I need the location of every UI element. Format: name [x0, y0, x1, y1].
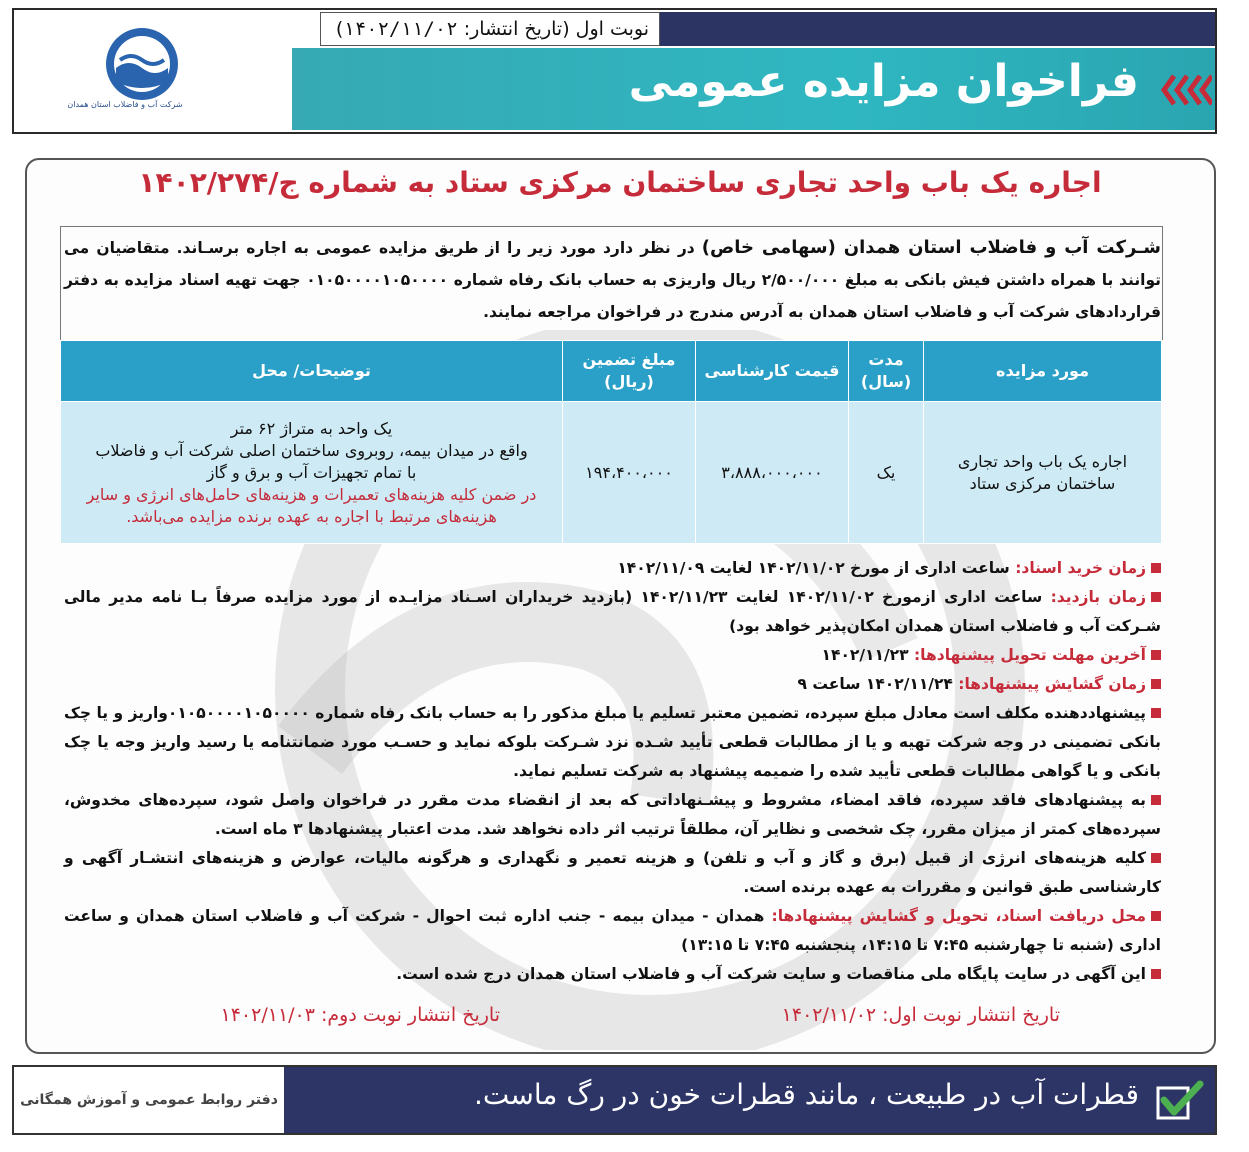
- list-item: [64, 960, 1161, 989]
- cell-price: ۳،۸۸۸،۰۰۰،۰۰۰: [696, 402, 849, 544]
- deadline-label: آخرین مهلت تحویل پیشنهادها:: [913, 646, 1146, 664]
- header-price: قیمت کارشناسی: [696, 341, 849, 402]
- guarantee-text: پیشنهاددهنده مکلف است معادل مبلغ سپرده، تضمین معتبر تسلیم یا مبلغ مذکور را به حساب بانک رفاه شماره ۰۱۰۵۰۰۰۰۱۰۵۰۰۰۰واریز و یا چک بانکی تضمینی در وجه شرکت تهیه و یا از مطالبات قطعی تأیید شـده نزد شـرکت بلوکه نماید و حسـب مورد ضمانتنامه یا رسید واریز وجه یا چک بانکی و یا گواهی مطالبات قطعی تأیید شده را ضمیمه پیشنهاد به شرکت تسلیم نماید.: [64, 704, 1161, 780]
- deadline-text: ۱۴۰۲/۱۱/۲۳: [821, 646, 914, 664]
- list-item: [64, 902, 1161, 960]
- table-header-row: [61, 341, 1162, 402]
- intro-paragraph: [64, 232, 1161, 338]
- water-company-logo-icon: [30, 16, 230, 128]
- site-text: این آگهی در سایت پایگاه ملی مناقصات و سایت شرکت آب و فاضلاب استان همدان درج شده است.: [396, 965, 1146, 983]
- invalid-text: به پیشنهادهای فاقد سپرده، فاقد امضاء، مشروط و پیشـنهاداتی که بعد از انقضاء مدت مقرر در فراخوان واصل شود، سپرده‌های مخدوش، سپرده‌های کمتر از میزان مقرر، چک شخصی و نظایر آن، مطلقاً ترتیب اثر داده نخواهد شد. مدت اعتبار پیشنهادها ۳ ماه است.: [64, 791, 1161, 838]
- cell-guarantee: ۱۹۴،۴۰۰،۰۰۰: [563, 402, 696, 544]
- checkmark-icon: [1154, 1078, 1204, 1122]
- logo-caption: شرکت آب و فاضلاب استان همدان: [67, 100, 183, 109]
- header-navy-bar: [660, 12, 1215, 46]
- purchase-text: ساعت اداری از مورخ ۱۴۰۲/۱۱/۰۲ لغایت ۱۴۰۲/۱۱/۰۹: [617, 559, 1016, 577]
- desc-line-1: یک واحد به متراژ ۶۲ متر: [230, 418, 393, 438]
- table-row: [61, 402, 1162, 544]
- desc-note: در ضمن کلیه هزینه‌های تعمیرات و هزینه‌های حامل‌های انرژی و سایر هزینه‌های مرتبط با اجاره به عهده برنده مزایده می‌باشد.: [86, 484, 537, 526]
- desc-line-3: با تمام تجهیزات آب و برق و گاز: [206, 462, 417, 482]
- list-item: [64, 554, 1161, 583]
- page-title: فراخوان مزایده عمومی: [628, 56, 1139, 107]
- cell-item: اجاره یک باب واحد تجاری ساختمان مرکزی ستاد: [924, 402, 1162, 544]
- cell-duration: یک: [849, 402, 924, 544]
- publication-dates: [60, 1000, 1160, 1034]
- bullet-icon: [1151, 650, 1161, 660]
- header-item: مورد مزایده: [924, 341, 1162, 402]
- location-label: محل دریافت اسناد، تحویل و گشایش پیشنهادها:: [771, 907, 1146, 925]
- bullet-icon: [1151, 969, 1161, 979]
- header-guarantee: مبلغ تضمین (ریال): [563, 341, 696, 402]
- cell-description: [61, 402, 563, 544]
- purchase-label: زمان خرید اسناد:: [1015, 559, 1146, 577]
- bullet-icon: [1151, 563, 1161, 573]
- visit-label: زمان بازدید:: [1050, 588, 1146, 606]
- bullet-icon: [1151, 911, 1161, 921]
- issue-info: [320, 12, 660, 46]
- bullet-icon: [1151, 708, 1161, 718]
- list-item: [64, 583, 1161, 641]
- auction-table: [60, 340, 1162, 544]
- visit-text: ساعت اداری ازمورخ ۱۴۰۲/۱۱/۰۲ لغایت ۱۴۰۲/۱۱/۲۳ (بازدید خریداران اسـناد مزایـده از مورد مزایده صرفاً بـا نامه مدیر مالی شـرکت آب و فاضلاب استان همدان امکان‌پذیر خواهد بود): [64, 588, 1161, 635]
- location-text: همدان - میدان بیمه - جنب اداره ثبت احوال - شرکت آب و فاضلاب استان همدان و ساعت اداری (شنبه تا چهارشنبه ۷:۴۵ تا ۱۴:۱۵، پنجشنبه ۷:۴۵ تا ۱۳:۱۵): [64, 907, 1161, 954]
- conditions-list: [64, 554, 1161, 989]
- auction-subtitle: اجاره یک باب واحد تجاری ساختمان مرکزی ستاد به شماره ج/۱۴۰۲/۲۷۴: [138, 166, 1102, 199]
- footer-office: دفتر روابط عمومی و آموزش همگانی: [14, 1067, 284, 1133]
- list-item: [64, 699, 1161, 786]
- list-item: [64, 786, 1161, 844]
- second-publication-date: تاریخ انتشار نوبت دوم: ۱۴۰۲/۱۱/۰۳: [220, 1004, 500, 1026]
- desc-line-2: واقع در میدان بیمه، روبروی ساختمان اصلی شرکت آب و فاضلاب: [95, 440, 528, 460]
- opening-text: ۱۴۰۲/۱۱/۲۴ ساعت ۹: [797, 675, 959, 693]
- list-item: [64, 844, 1161, 902]
- list-item: [64, 670, 1161, 699]
- opening-label: زمان گشایش پیشنهادها:: [958, 675, 1146, 693]
- company-name: شـرکت آب و فاضلاب استان همدان (سهامی خاص): [701, 237, 1161, 258]
- issue-date: ۱۴۰۲/۱۱/۰۲: [343, 18, 458, 40]
- bullet-icon: [1151, 853, 1161, 863]
- bullet-icon: [1151, 679, 1161, 689]
- bullet-icon: [1151, 795, 1161, 805]
- header-description: توضیحات/ محل: [61, 341, 563, 402]
- intro-text: در نظر دارد مورد زیر را از طریق مزایده عمومی به اجاره برسـاند. متقاضیان می توانند با همراه داشتن فیش بانکی به مبلغ ۲/۵۰۰/۰۰۰ ریال واریزی به حساب بانک رفاه شماره ۰۱۰۵۰۰۰۰۱۰۵۰۰۰۰ جهت تهیه اسناد مزایده به دفتر قراردادهای شرکت آب و فاضلاب استان همدان به آدرس مندرج در فراخوان مراجعه نمایند.: [64, 239, 1161, 321]
- issue-close: ): [335, 18, 344, 40]
- costs-text: کلیه هزینه‌های انرژی از قبیل (برق و گاز و آب و تلفن) و هزینه تعمیر و نگهداری و هرگونه مالیات، عوارض و هزینه‌های انتشـار آگهی و کارشناسی طبق قوانین و مقررات به عهده برنده است.: [64, 849, 1161, 896]
- header-duration: مدت (سال): [849, 341, 924, 402]
- bullet-icon: [1151, 592, 1161, 602]
- list-item: [64, 641, 1161, 670]
- issue-label: نوبت اول (تاریخ انتشار:: [463, 18, 649, 40]
- first-publication-date: تاریخ انتشار نوبت اول: ۱۴۰۲/۱۱/۰۲: [781, 1004, 1060, 1026]
- chevrons-icon: [1160, 70, 1212, 110]
- footer-slogan: قطرات آب در طبیعت ، مانند قطرات خون در رگ ماست.: [474, 1078, 1139, 1111]
